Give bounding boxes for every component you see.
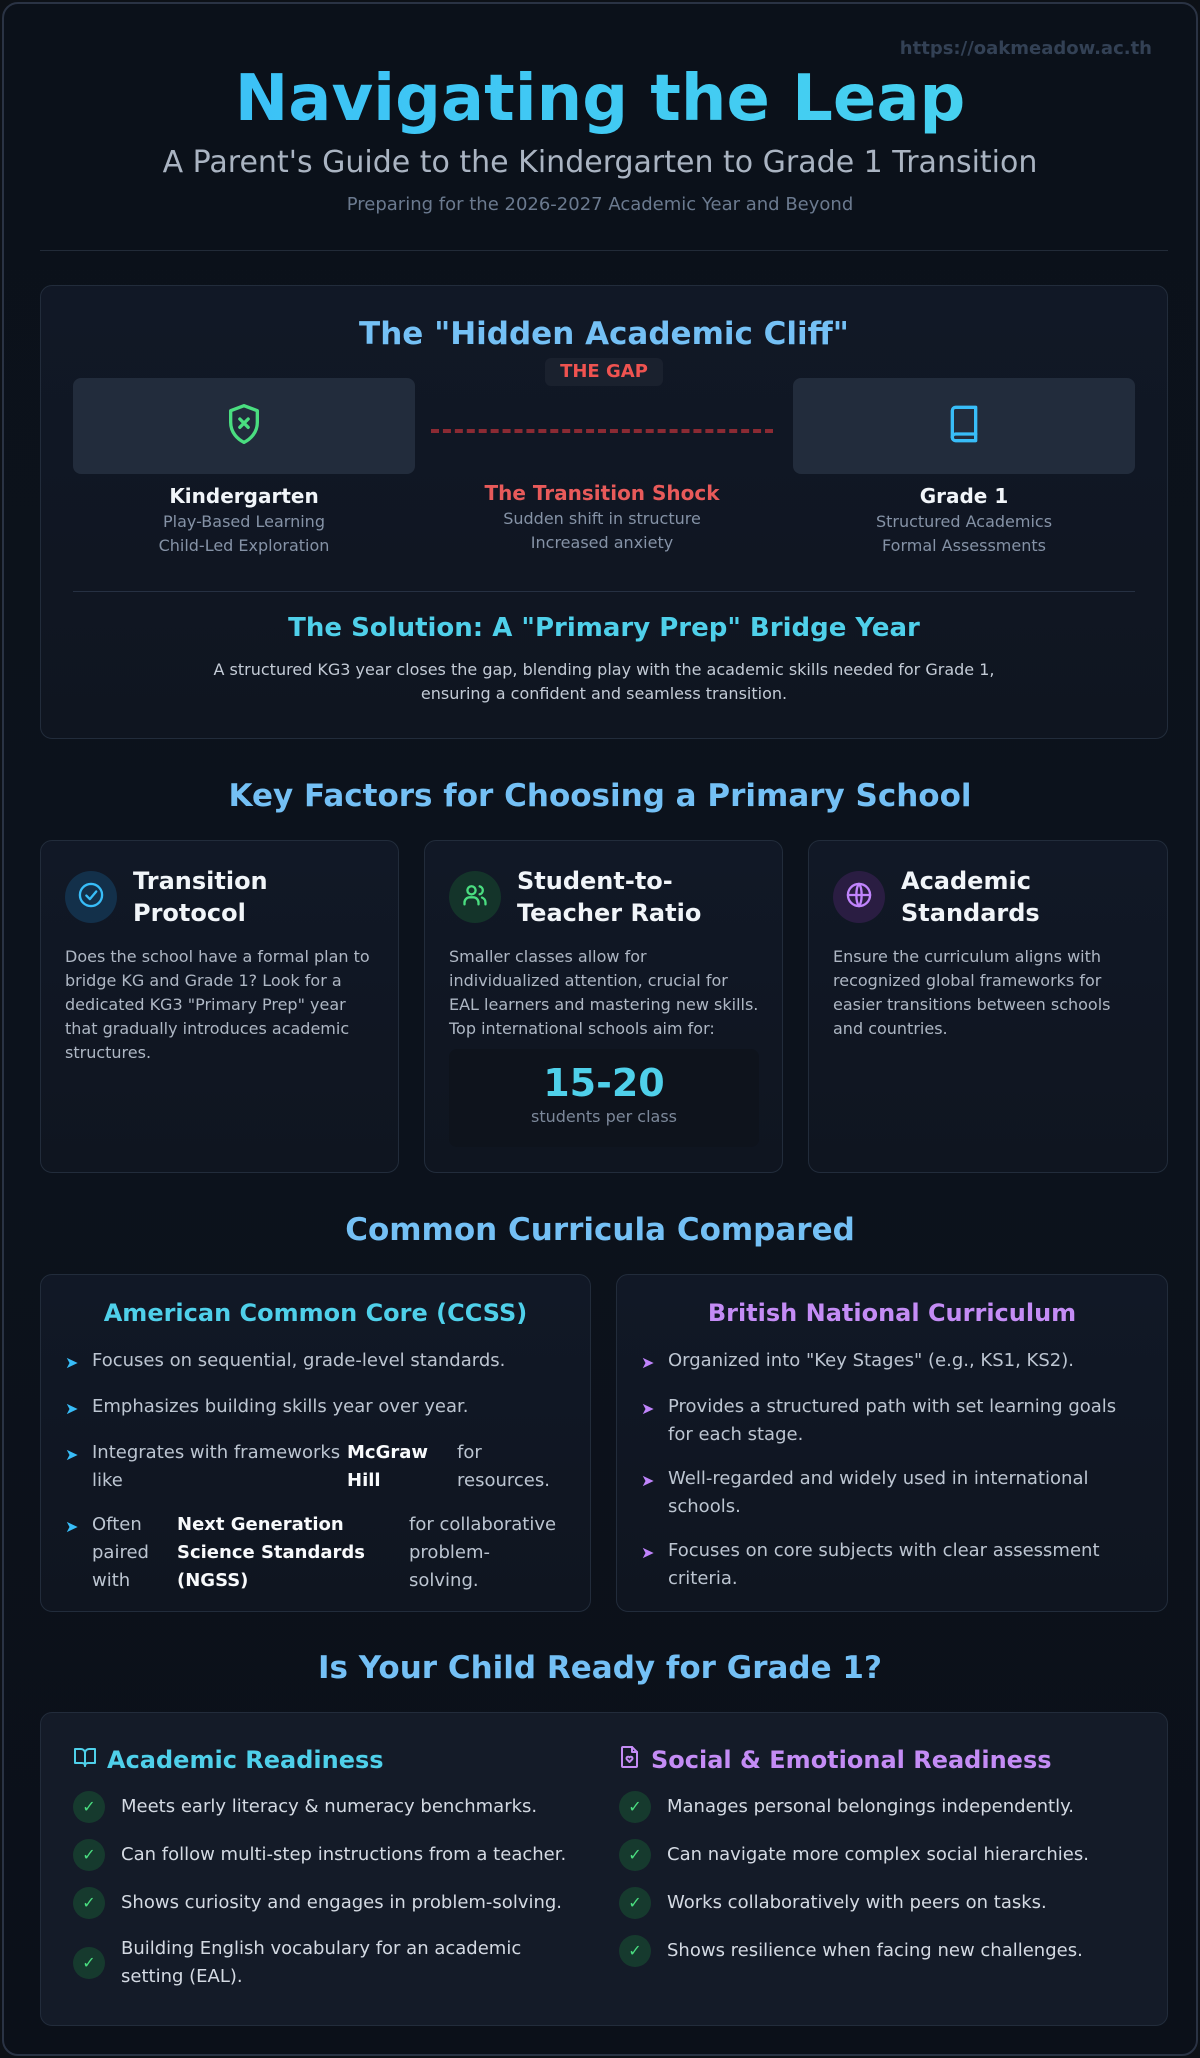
check-icon: ✓: [619, 1935, 651, 1967]
list-item: [619, 1935, 1119, 1967]
text-part: for collaborative problem-solving.: [409, 1514, 557, 1591]
list-item-text: Focuses on sequential, grade-level standards.: [92, 1350, 506, 1371]
page-frame: [2, 2, 1198, 2056]
curriculum-card-american: [40, 1274, 591, 1612]
book-icon: [944, 401, 984, 451]
social-readiness-heading: [619, 1745, 1052, 1775]
arrow-icon: ➤: [65, 1399, 79, 1418]
factor-title: Student-to-Teacher Ratio: [517, 867, 702, 927]
site-url[interactable]: https://oakmeadow.ac.th: [899, 38, 1152, 59]
factor-icon-wrap: [65, 871, 117, 923]
social-readiness-title: Social & Emotional Readiness: [651, 1746, 1052, 1774]
check-icon: ✓: [73, 1947, 105, 1979]
list-item: [73, 1791, 573, 1823]
list-item-text: [92, 1439, 557, 1495]
check-circle-icon: [77, 881, 105, 913]
list-item-text: Emphasizes building skills year over year.: [92, 1396, 469, 1417]
factor-text: Does the school have a formal plan to bridge KG and Grade 1? Look for a dedicated KG3 "Primary Prep" year that gradually introduces academic structures.: [65, 947, 370, 1062]
list-item-text: Focuses on core subjects with clear assessment criteria.: [668, 1540, 1100, 1589]
solution-title: The Solution: A "Primary Prep" Bridge Year: [288, 613, 920, 643]
globe-icon: [845, 881, 873, 913]
list-item: [65, 1511, 565, 1595]
list-item-text: Shows resilience when facing new challenges.: [667, 1940, 1083, 1961]
text-part-bold: Next Generation Science Standards (NGSS): [177, 1514, 366, 1591]
curriculum-list: [641, 1347, 1121, 1609]
shock-line2: Increased anxiety: [530, 533, 674, 552]
list-item-text: [92, 1511, 559, 1595]
factor-text: Ensure the curriculum aligns with recognized global frameworks for easier transitions between schools and countries.: [833, 947, 1111, 1038]
list-item-text: Well-regarded and widely used in international schools.: [668, 1468, 1089, 1517]
text-part: Integrates with frameworks like: [92, 1442, 341, 1491]
gap-dashed-line: [431, 429, 773, 433]
page-title: Navigating the Leap: [4, 62, 1196, 136]
curriculum-list: [65, 1347, 565, 1611]
text-part: for resources.: [457, 1442, 550, 1491]
arrow-icon: ➤: [641, 1471, 655, 1490]
factor-card-ratio: [424, 840, 783, 1173]
list-item: [73, 1839, 573, 1871]
curriculum-title: American Common Core (CCSS): [103, 1299, 528, 1327]
kindergarten-label: Kindergarten: [169, 484, 319, 508]
grade1-line1: Structured Academics: [875, 512, 1053, 531]
list-item: [641, 1393, 1121, 1449]
ratio-stat-unit: students per class: [531, 1107, 677, 1126]
check-icon: ✓: [619, 1839, 651, 1871]
list-item: [65, 1439, 565, 1495]
list-item-text: Organized into "Key Stages" (e.g., KS1, KS2).: [668, 1350, 1074, 1371]
cliff-divider: [73, 591, 1135, 592]
text-part-bold: McGraw Hill: [347, 1442, 429, 1491]
social-readiness-list: [619, 1791, 1119, 1983]
academic-readiness-list: [73, 1791, 573, 2007]
ratio-stat-value: 15-20: [543, 1061, 665, 1105]
factor-card-transition: [40, 840, 399, 1173]
grade1-icon-box: [793, 378, 1135, 474]
list-item-text: Can navigate more complex social hierarchies.: [667, 1844, 1089, 1865]
check-icon: ✓: [73, 1791, 105, 1823]
shield-x-icon: [224, 402, 264, 450]
arrow-icon: ➤: [641, 1543, 655, 1562]
factor-icon-wrap: [449, 871, 501, 923]
cliff-card: [40, 285, 1168, 739]
users-icon: [461, 881, 489, 913]
list-item: [73, 1935, 573, 1991]
curricula-heading: Common Curricula Compared: [345, 1212, 855, 1248]
arrow-icon: ➤: [641, 1353, 655, 1372]
page-note: Preparing for the 2026-2027 Academic Year and Beyond: [346, 194, 854, 215]
file-heart-icon: [619, 1745, 641, 1775]
cliff-title: The "Hidden Academic Cliff": [359, 316, 849, 352]
readiness-card: [40, 1712, 1168, 2026]
check-icon: ✓: [619, 1791, 651, 1823]
factor-title: Academic Standards: [901, 867, 1040, 927]
shock-line1: Sudden shift in structure: [503, 509, 701, 528]
gap-badge: THE GAP: [545, 358, 663, 386]
academic-readiness-heading: [73, 1745, 384, 1775]
readiness-heading: Is Your Child Ready for Grade 1?: [318, 1650, 882, 1686]
curriculum-card-british: [616, 1274, 1168, 1612]
list-item: [65, 1347, 565, 1377]
ratio-stat-box: [449, 1049, 759, 1147]
list-item: [641, 1465, 1121, 1521]
kindergarten-icon-box: [73, 378, 415, 474]
grade1-label: Grade 1: [919, 484, 1009, 508]
list-item-text: Building English vocabulary for an academic setting (EAL).: [121, 1938, 522, 1987]
list-item-text: Provides a structured path with set learning goals for each stage.: [668, 1396, 1117, 1445]
list-item: [65, 1393, 565, 1423]
text-part: Often paired with: [92, 1514, 149, 1591]
factor-card-standards: [808, 840, 1168, 1173]
list-item-text: Can follow multi-step instructions from a teacher.: [121, 1844, 567, 1865]
academic-readiness-title: Academic Readiness: [107, 1746, 384, 1774]
list-item: [619, 1887, 1119, 1919]
list-item: [641, 1537, 1121, 1593]
check-icon: ✓: [73, 1887, 105, 1919]
arrow-icon: ➤: [65, 1517, 79, 1536]
factor-title: Transition Protocol: [133, 867, 268, 927]
check-icon: ✓: [73, 1839, 105, 1871]
open-book-icon: [73, 1745, 97, 1775]
arrow-icon: ➤: [641, 1399, 655, 1418]
list-item: [641, 1347, 1121, 1377]
grade1-line2: Formal Assessments: [882, 536, 1046, 555]
list-item-text: Shows curiosity and engages in problem-solving.: [121, 1892, 563, 1913]
transition-shock-label: The Transition Shock: [484, 481, 720, 505]
list-item: [619, 1839, 1119, 1871]
factor-icon-wrap: [833, 871, 885, 923]
list-item: [619, 1791, 1119, 1823]
kindergarten-line1: Play-Based Learning: [163, 512, 325, 531]
factor-text: Smaller classes allow for individualized attention, crucial for EAL learners and mastering new skills. Top international schools aim for:: [449, 947, 759, 1038]
check-icon: ✓: [619, 1887, 651, 1919]
divider: [40, 250, 1168, 251]
list-item-text: Meets early literacy & numeracy benchmarks.: [121, 1796, 538, 1817]
list-item-text: Manages personal belongings independently.: [667, 1796, 1074, 1817]
curriculum-title: British National Curriculum: [707, 1299, 1077, 1327]
kindergarten-line2: Child-Led Exploration: [158, 536, 330, 555]
arrow-icon: ➤: [65, 1445, 79, 1464]
list-item: [73, 1887, 573, 1919]
list-item-text: Works collaboratively with peers on tasks.: [667, 1892, 1047, 1913]
arrow-icon: ➤: [65, 1353, 79, 1372]
page-subtitle: A Parent's Guide to the Kindergarten to Grade 1 Transition: [162, 145, 1038, 180]
factors-heading: Key Factors for Choosing a Primary School: [228, 778, 972, 814]
solution-text: A structured KG3 year closes the gap, blending play with the academic skills needed for Grade 1, ensuring a confident and seamless transition.: [213, 660, 995, 703]
